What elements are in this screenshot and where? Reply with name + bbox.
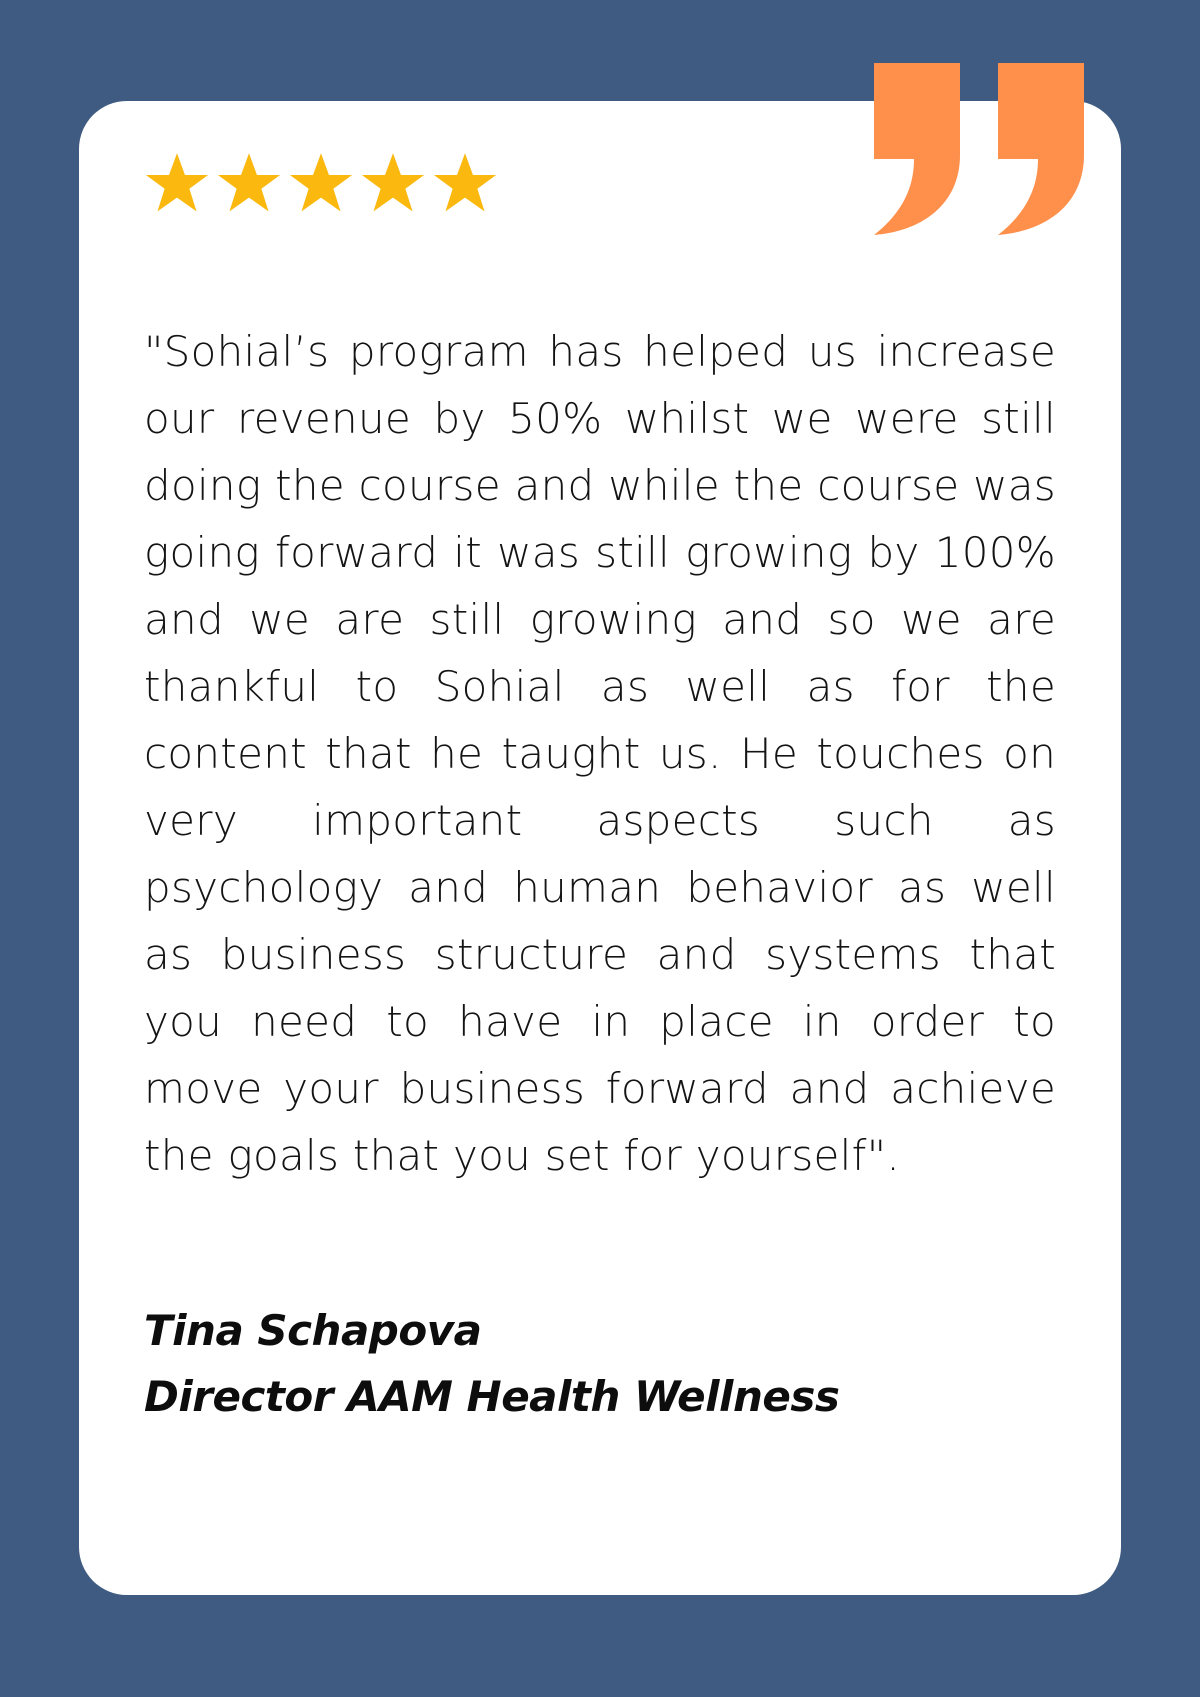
author-block (144, 1298, 1056, 1430)
star-icon (360, 150, 426, 216)
star-icon (216, 150, 282, 216)
star-icon (432, 150, 498, 216)
closing-quote-icon (874, 63, 1084, 235)
testimonial-quote: "Sohial’s program has helped us increase our revenue by 50% whilst we were still doing the course and while the course was going forward it was still growing by 100% and we are still growing and so we are thankful to Sohial as well as for the content that he taught us. He touches on very important aspects such as psychology and human behavior as well as business structure and systems that you need to have in place in order to move your business forward and achieve the goals that you set for yourself". (144, 327, 1056, 1180)
star-icon (144, 150, 210, 216)
star-icon (288, 150, 354, 216)
author-title: Director AAM Health Wellness (144, 1372, 840, 1421)
star-rating (144, 150, 498, 216)
author-name: Tina Schapova (144, 1306, 482, 1355)
